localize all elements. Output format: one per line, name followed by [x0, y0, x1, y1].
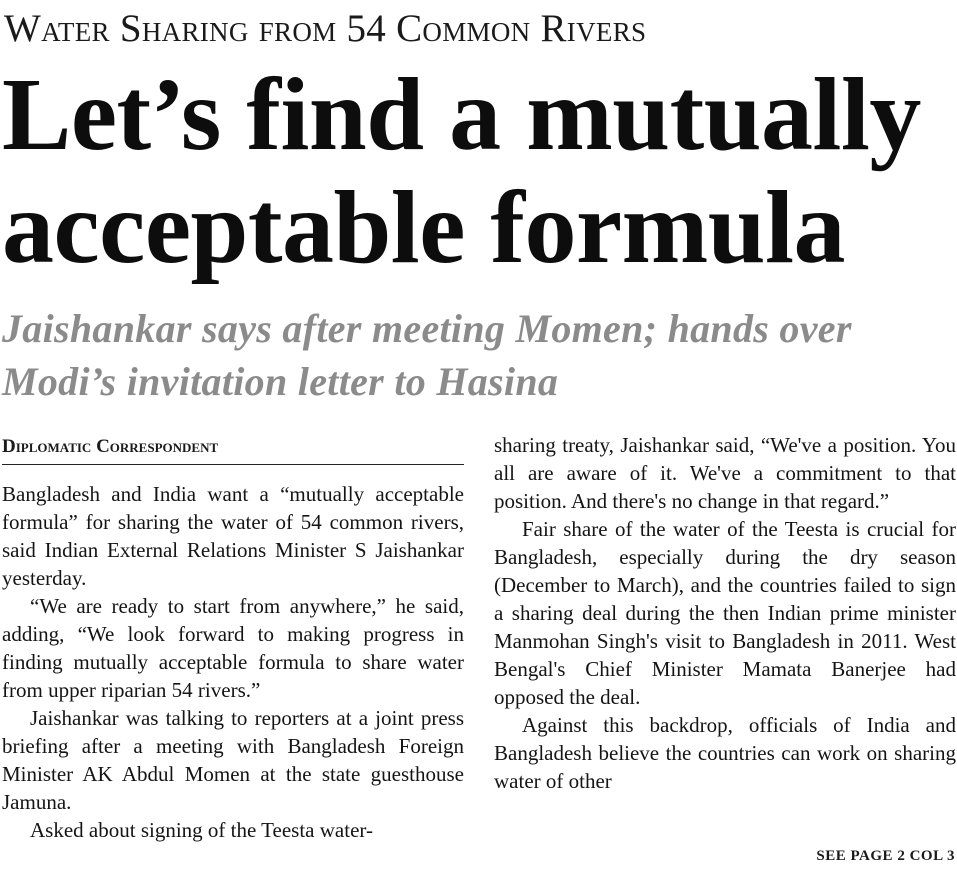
headline: [2, 58, 957, 284]
paragraph: Jaishankar was talking to reporters at a joint press briefing after a meeting with Bangladesh Foreign Minister AK Abdul Momen at the state guesthouse Jamuna.: [2, 706, 464, 814]
subheadline-line-2: Modi’s invitation letter to Hasina: [2, 359, 559, 404]
byline: Diplomatic Correspondent: [2, 436, 464, 465]
subheadline: [2, 302, 957, 408]
paragraph: sharing treaty, Jaishankar said, “We've a position. You all are aware of it. We've a commitment to that position. And there's no change in that regard.”: [494, 433, 956, 513]
paragraph: Fair share of the water of the Teesta is crucial for Bangladesh, especially during the dry season (December to March), and the countries failed to sign a sharing deal during the then Indian prime minister Manmohan Singh's visit to Bangladesh in 2011. West Bengal's Chief Minister Mamata Banerjee had opposed the deal.: [494, 517, 956, 709]
paragraph: Bangladesh and India want a “mutually acceptable formula” for sharing the water of 54 common rivers, said Indian External Relations Minister S Jaishankar yesterday.: [2, 482, 464, 590]
subheadline-line-1: Jaishankar says after meeting Momen; hands over: [2, 306, 852, 351]
section-kicker: Water Sharing from 54 Common Rivers: [4, 7, 647, 50]
article-column-2: [494, 431, 956, 795]
paragraph: Against this backdrop, officials of India and Bangladesh believe the countries can work on sharing water of other: [494, 713, 956, 793]
article-column-1: [2, 480, 464, 844]
headline-line-2: acceptable formula: [2, 170, 846, 285]
headline-line-1: Let’s find a mutually: [2, 57, 921, 172]
paragraph: “We are ready to start from anywhere,” he said, adding, “We look forward to making progress in finding mutually acceptable formula to share water from upper riparian 54 rivers.”: [2, 594, 464, 702]
paragraph: Asked about signing of the Teesta water-: [30, 818, 373, 842]
continuation-jump-line: SEE PAGE 2 COL 3: [816, 848, 955, 864]
